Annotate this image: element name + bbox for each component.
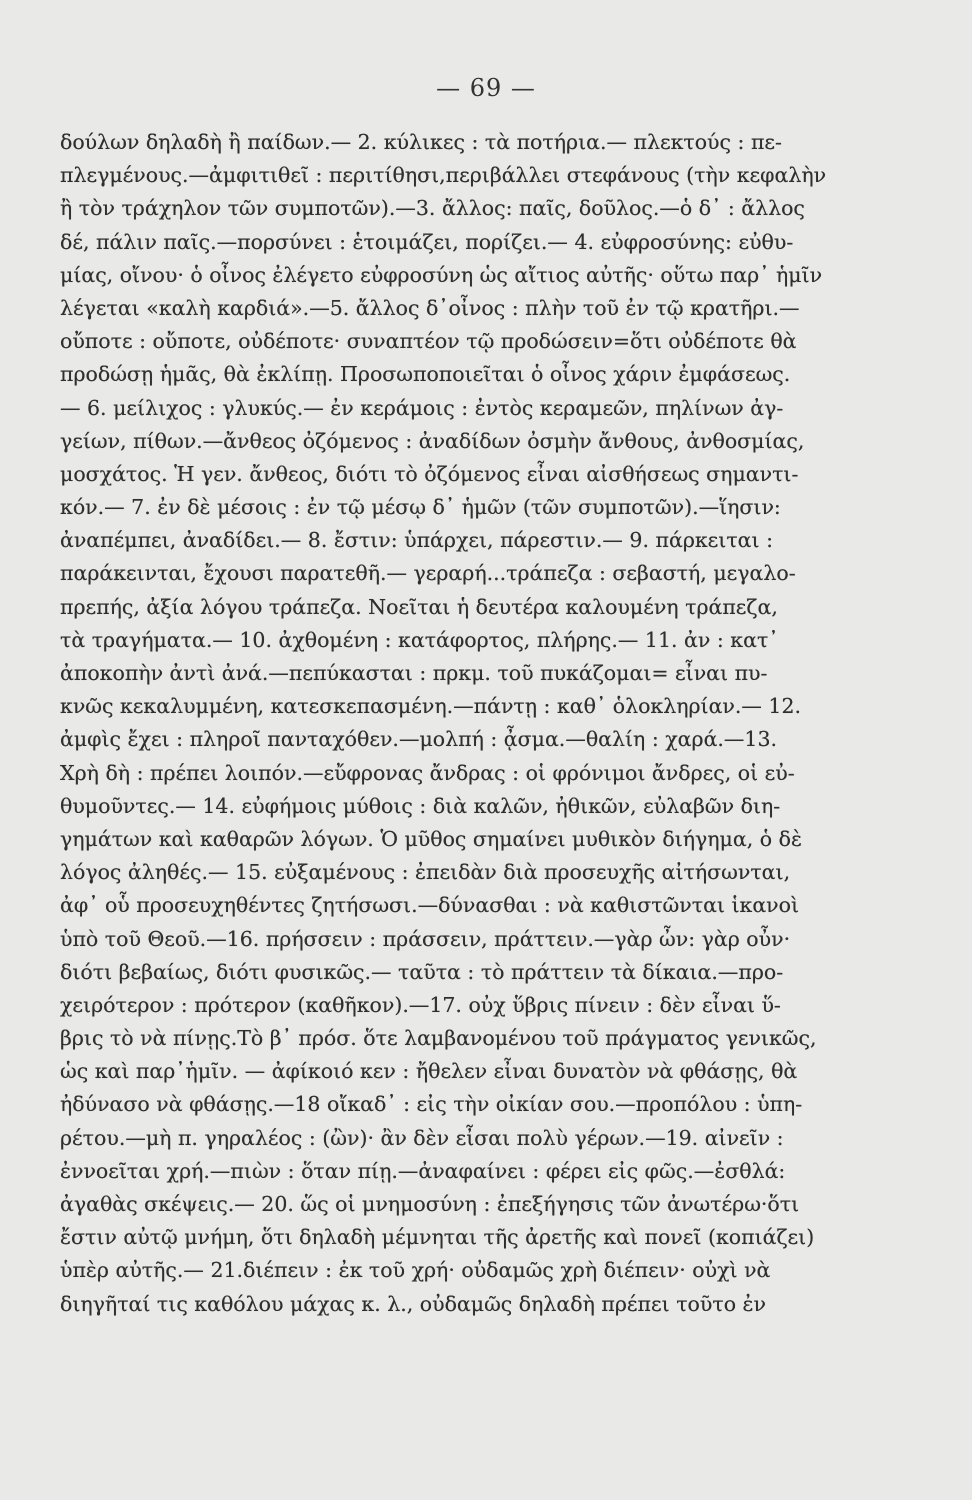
text-line: ἠδύνασο νὰ φθάσῃς.—18 οἴκαδ᾽ : εἰς τὴν οἰκίαν σου.—προπόλου : ὑπη- <box>60 1092 803 1117</box>
text-line: προδώσῃ ἡμᾶς, θὰ ἐκλίπῃ. Προσωποποιεῖται ὁ οἶνος χάριν ἐμφάσεως. <box>60 362 791 387</box>
text-line: κόν.— 7. ἐν δὲ μέσοις : ἐν τῷ μέσῳ δ᾽ ἡμῶν (τῶν συμποτῶν).—ἵησιν: <box>60 495 781 520</box>
text-line: παράκεινται, ἔχουσι παρατεθῆ.— γεραρή...τράπεζα : σεβαστή, μεγαλο- <box>60 561 796 586</box>
text-line: διηγῆταί τις καθόλου μάχας κ. λ., οὐδαμῶς δηλαδὴ πρέπει τοῦτο ἐν <box>60 1291 767 1316</box>
text-line: πλεγμένους.—ἀμφιτιθεῖ : περιτίθησι,περιβάλλει στεφάνους (τὴν κεφαλὴν <box>60 163 827 188</box>
text-line: ἀγαθὰς σκέψεις.— 20. ὥς οἱ μνημοσύνη : ἐπεξήγησις τῶν ἀνωτέρω·ὅτι <box>60 1192 800 1216</box>
text-line: λέγεται «καλὴ καρδιά».—5. ἄλλος δ᾽οἶνος : πλὴν τοῦ ἐν τῷ κρατῆρι.— <box>60 295 800 320</box>
text-line: μίας, οἴνου· ὁ οἶνος ἐλέγετο εὐφροσύνη ὡς αἴτιος αὐτῆς· οὕτω παρ᾽ ἡμῖν <box>60 262 823 287</box>
text-line: ὑπὲρ αὐτῆς.— 21.διέπειν : ἐκ τοῦ χρή· οὐδαμῶς χρὴ διέπειν· οὐχὶ νὰ <box>60 1258 771 1283</box>
text-line: ἀναπέμπει, ἀναδίδει.— 8. ἔστιν: ὑπάρχει, πάρεστιν.— 9. πάρκειται : <box>60 528 773 553</box>
text-line: — 6. μείλιχος : γλυκύς.— ἐν κεράμοις : ἐντὸς κεραμεῶν, πηλίνων ἀγ- <box>60 395 784 420</box>
text-line: δούλων δηλαδὴ ἢ παίδων.— 2. κύλικες : τὰ ποτήρια.— πλεκτούς : πε- <box>60 130 782 154</box>
text-line: λόγος ἀληθές.— 15. εὐξαμένους : ἐπειδὰν διὰ προσευχῆς αἰτήσωνται, <box>60 860 791 885</box>
text-line: κνῶς κεκαλυμμένη, κατεσκεπασμένη.—πάντῃ : καθ᾽ ὁλοκληρίαν.— 12. <box>60 694 802 719</box>
text-line: ἐννοεῖται χρή.—πιὼν : ὅταν πίῃ.—ἀναφαίνει : φέρει εἰς φῶς.—ἐσθλά: <box>60 1158 786 1183</box>
page-number: — 69 — <box>436 74 536 102</box>
commentary-text <box>60 126 830 1321</box>
text-line: Χρὴ δὴ : πρέπει λοιπόν.—εὔφρονας ἄνδρας : οἱ φρόνιμοι ἄνδρες, οἱ εὐ- <box>60 760 795 785</box>
text-line: ἔστιν αὐτῷ μνήμη, ὅτι δηλαδὴ μέμνηται τῆς ἀρετῆς καὶ πονεῖ (κοπιάζει) <box>60 1225 815 1250</box>
text-line: ὡς καὶ παρ᾽ἡμῖν. — ἀφίκοιό κεν : ἤθελεν εἶναι δυνατὸν νὰ φθάσῃς, θὰ <box>60 1059 798 1084</box>
text-line: γημάτων καὶ καθαρῶν λόγων. Ὁ μῦθος σημαίνει μυθικὸν διήγημα, ὁ δὲ <box>60 826 802 851</box>
text-line: οὔποτε : οὔποτε, οὐδέποτε· συναπτέον τῷ προδώσειν=ὅτι οὐδέποτε θὰ <box>60 329 797 354</box>
text-line: ἀποκοπὴν ἀντὶ ἀνά.—πεπύκασται : πρκμ. τοῦ πυκάζομαι= εἶναι πυ- <box>60 661 768 685</box>
text-line: θυμοῦντες.— 14. εὐφήμοις μύθοις : διὰ καλῶν, ἠθικῶν, εὐλαβῶν διη- <box>60 793 781 818</box>
text-line: δέ, πάλιν παῖς.—πορσύνει : ἑτοιμάζει, πορίζει.— 4. εὐφροσύνης: εὐθυ- <box>60 229 794 254</box>
text-line: ρέτου.—μὴ π. γηραλέος : (ὢν)· ἂν δὲν εἶσαι πολὺ γέρων.—19. αἰνεῖν : <box>60 1125 784 1150</box>
text-line: ἀμφὶς ἔχει : πληροῖ πανταχόθεν.—μολπή : ᾆσμα.—θαλίη : χαρά.—13. <box>60 727 778 752</box>
text-line: ὑπὸ τοῦ Θεοῦ.—16. πρήσσειν : πράσσειν, πράττειν.—γὰρ ὦν: γὰρ οὖν· <box>60 926 791 951</box>
text-line: μοσχάτος. Ἡ γεν. ἄνθεος, διότι τὸ ὀζόμενος εἶναι αἰσθήσεως σημαντι- <box>60 461 799 486</box>
text-line: χειρότερον : πρότερον (καθῆκον).—17. οὐχ ὕβρις πίνειν : δὲν εἶναι ὕ- <box>60 992 781 1017</box>
text-line: πρεπής, ἀξία λόγου τράπεζα. Νοεῖται ἡ δευτέρα καλουμένη τράπεζα, <box>60 594 778 619</box>
text-line: βρις τὸ νὰ πίνῃς.Τὸ β᾽ πρόσ. ὅτε λαμβανομένου τοῦ πράγματος γενικῶς, <box>60 1026 817 1051</box>
text-line: διότι βεβαίως, διότι φυσικῶς.— ταῦτα : τὸ πράττειν τὰ δίκαια.—προ- <box>60 959 784 984</box>
text-line: ἢ τὸν τράχηλον τῶν συμποτῶν).—3. ἄλλος: παῖς, δοῦλος.—ὁ δ᾽ : ἄλλος <box>60 196 805 221</box>
text-line: γείων, πίθων.—ἄνθεος ὀζόμενος : ἀναδίδων ὀσμὴν ἄνθους, ἀνθοσμίας, <box>60 428 805 453</box>
text-line: ἀφ᾽ οὗ προσευχηθέντες ζητήσωσι.—δύνασθαι : νὰ καθιστῶνται ἱκανοὶ <box>60 893 800 918</box>
text-line: τὰ τραγήματα.— 10. ἀχθομένη : κατάφορτος, πλήρης.— 11. ἀν : κατ᾽ <box>60 627 779 652</box>
